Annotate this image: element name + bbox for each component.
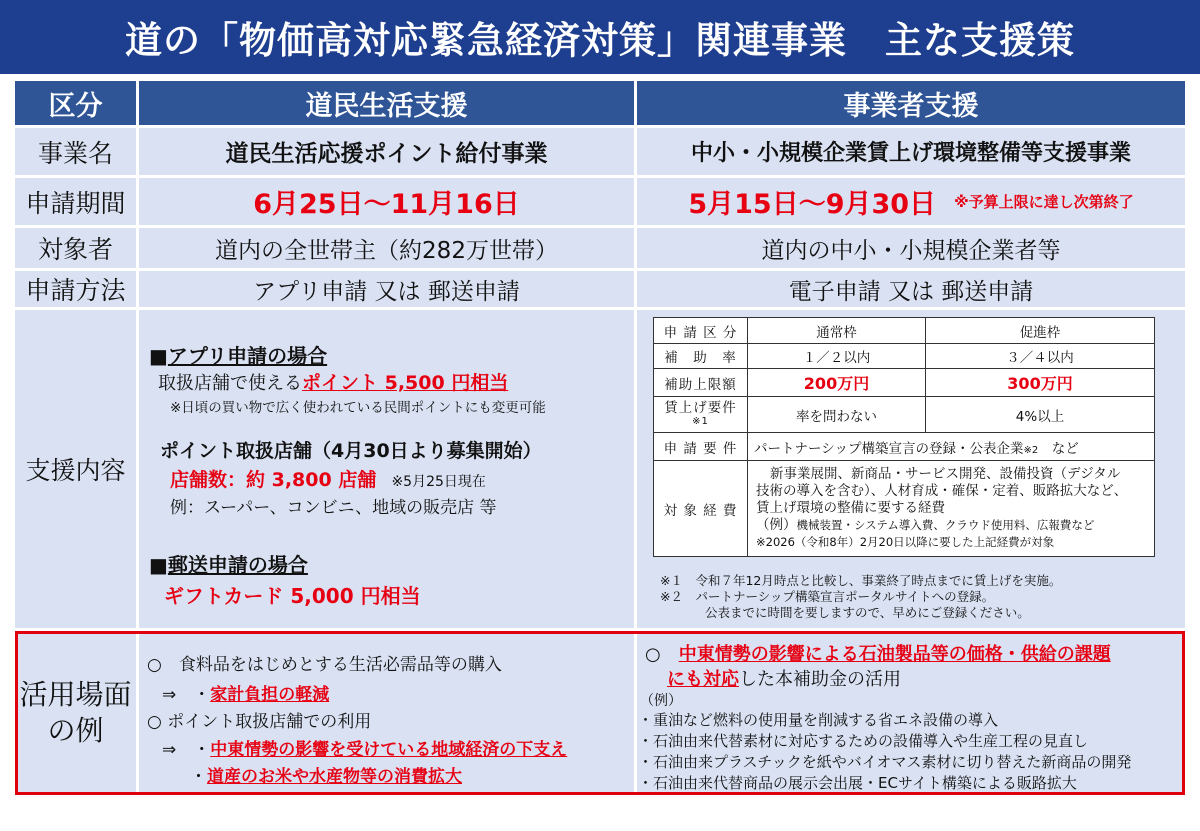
table-key: 申 請 区 分 [654, 318, 748, 344]
header-category: 区分 [15, 81, 136, 125]
table-header-normal: 通常枠 [748, 318, 926, 344]
label-target: 対象者 [15, 228, 136, 268]
table-row [654, 369, 1155, 397]
app-point-line [158, 368, 508, 395]
business-usage-mark: ○ [645, 644, 661, 665]
resident-target: 道内の全世帯主（約282万世帯） [139, 228, 634, 268]
table-cell: 率を問わない [748, 397, 926, 433]
usage-highlight-frame [15, 631, 1185, 795]
store-count-line [170, 465, 486, 492]
business-target: 道内の中小・小規模企業者等 [637, 228, 1185, 268]
table-cell-requirement [748, 433, 1155, 461]
store-count: 店舗数：約 3,800 店舗 [170, 469, 377, 491]
usage-result-1: 家計負担の軽減 [210, 685, 330, 705]
store-examples: 例：スーパー、コンビニ、地域の販売店 等 [170, 498, 497, 518]
cost-example-2: ※2026（令和8年）2月20日以降に要した上記経費が対象 [756, 535, 1055, 549]
store-heading: ポイント取扱店舗（4月30日より募集開始） [160, 440, 542, 462]
cost-example-prefix: （例） [756, 517, 797, 533]
label-method: 申請方法 [15, 271, 136, 307]
usage-item-1: ○ 食料品をはじめとする生活必需品等の購入 [147, 655, 502, 675]
table-cell: 4%以上 [926, 397, 1155, 433]
business-method: 電子申請 又は 郵送申請 [637, 271, 1185, 307]
table-cell: １／２以内 [748, 344, 926, 369]
label-project-name: 事業名 [15, 128, 136, 175]
label-support: 支援内容 [15, 310, 136, 628]
usage-arrow-1: ⇒ ・ [162, 685, 211, 705]
wage-key-note: ※1 [692, 415, 709, 427]
store-count-note: ※5月25日現在 [391, 474, 486, 490]
label-usage-line-2: の例 [47, 714, 104, 747]
page-title: 道の「物価高対応緊急経済対策」関連事業 主な支援策 [0, 0, 1200, 74]
app-point-note: ※日頃の買い物で広く使われている民間ポイントにも変更可能 [170, 400, 546, 416]
table-row [654, 433, 1155, 461]
list-item: ・石油由来代替素材に対応するための設備導入や生産工程の見直し [638, 732, 1089, 750]
app-point-prefix: 取扱店舗で使える [158, 373, 302, 394]
table-cell-costs [748, 461, 1155, 557]
cost-line-3: 賃上げ環境の整備に要する経費 [756, 500, 945, 516]
business-usage-tail: した本補助金の活用 [739, 669, 901, 690]
usage-result-3: 道産のお米や水産物等の消費拡大 [207, 767, 462, 787]
cost-line-2: 技術の導入を含む）、人材育成・確保・定着、販路拡大など、 [756, 483, 1128, 499]
list-item: ・石油由来プラスチックを紙やバイオマス素材に切り替えた新商品の開発 [638, 753, 1132, 771]
requirement-tail: など [1051, 440, 1079, 457]
usage-arrow-2: ⇒ ・ [162, 740, 211, 760]
header-business-support: 事業者支援 [637, 81, 1185, 125]
business-usage-example-label: （例） [640, 693, 682, 709]
app-heading-mark: ■ [149, 344, 168, 368]
mail-value: ギフトカード 5,000 円相当 [164, 584, 421, 608]
table-row [654, 461, 1155, 557]
footnote-3: 公表までに時間を要しますので、早めにご登録ください。 [705, 605, 1030, 620]
cost-line-1: 新事業展開、新商品・サービス開発、設備投資（デジタル [770, 466, 1121, 482]
app-heading [149, 340, 327, 369]
table-key: 補 助 率 [654, 344, 748, 369]
requirement-text: パートナーシップ構築宣言の登録・公表企業 [754, 440, 1024, 457]
header-resident-support: 道民生活支援 [139, 81, 634, 125]
table-key-wage [654, 397, 748, 433]
business-usage-highlight-1: 中東情勢の影響による石油製品等の価格・供給の課題 [678, 644, 1111, 665]
table-row [654, 318, 1155, 344]
usage-result-2: 中東情勢の影響を受けている地域経済の下支え [210, 740, 568, 760]
table-row [654, 344, 1155, 369]
footnote-2: ※２ パートナーシップ構築宣言ポータルサイトへの登録。 [660, 589, 995, 604]
label-period: 申請期間 [15, 178, 136, 225]
mail-heading-text: 郵送申請の場合 [167, 553, 308, 577]
usage-bullet: ・ [190, 767, 207, 787]
usage-item-2: ○ ポイント取扱店舗での利用 [147, 712, 372, 732]
mail-heading-mark: ■ [149, 553, 168, 577]
resident-project-name: 道民生活応援ポイント給付事業 [139, 128, 634, 175]
business-usage-highlight-2: にも対応 [667, 669, 739, 690]
table-key: 申 請 要 件 [654, 433, 748, 461]
table-key: 補助上限額 [654, 369, 748, 397]
requirement-note: ※2 [1023, 444, 1039, 456]
list-item: ・重油など燃料の使用量を削減する省エネ設備の導入 [638, 711, 999, 729]
list-item: ・石油由来代替商品の展示会出展・ECサイト構築による販路拡大 [638, 774, 1077, 792]
subsidy-table [653, 317, 1155, 557]
app-point-value: ポイント 5,500 円相当 [302, 372, 509, 394]
business-project-name: 中小・小規模企業賃上げ環境整備等支援事業 [637, 128, 1185, 175]
mail-heading [149, 549, 308, 578]
resident-method: アプリ申請 又は 郵送申請 [139, 271, 634, 307]
wage-key: 賃上げ要件 [664, 399, 737, 416]
business-period: 5月15日～9月30日 [688, 189, 937, 220]
footnote-1: ※１ 令和７年12月時点と比較し、事業終了時点までに賃上げを実施。 [660, 573, 1062, 588]
label-usage-line-1: 活用場面 [19, 678, 132, 711]
resident-period: 6月25日～11月16日 [139, 178, 634, 225]
business-period-note: ※予算上限に達し次第終了 [954, 193, 1134, 211]
table-cell: 200万円 [748, 369, 926, 397]
cost-example: 機械装置・システム導入費、クラウド使用料、広報費など [796, 518, 1095, 532]
app-heading-text: アプリ申請の場合 [167, 344, 328, 368]
table-row [654, 397, 1155, 433]
table-cell: ３／４以内 [926, 344, 1155, 369]
business-period-cell [637, 178, 1185, 225]
table-header-promo: 促進枠 [926, 318, 1155, 344]
table-key: 対 象 経 費 [654, 461, 748, 557]
table-cell: 300万円 [926, 369, 1155, 397]
